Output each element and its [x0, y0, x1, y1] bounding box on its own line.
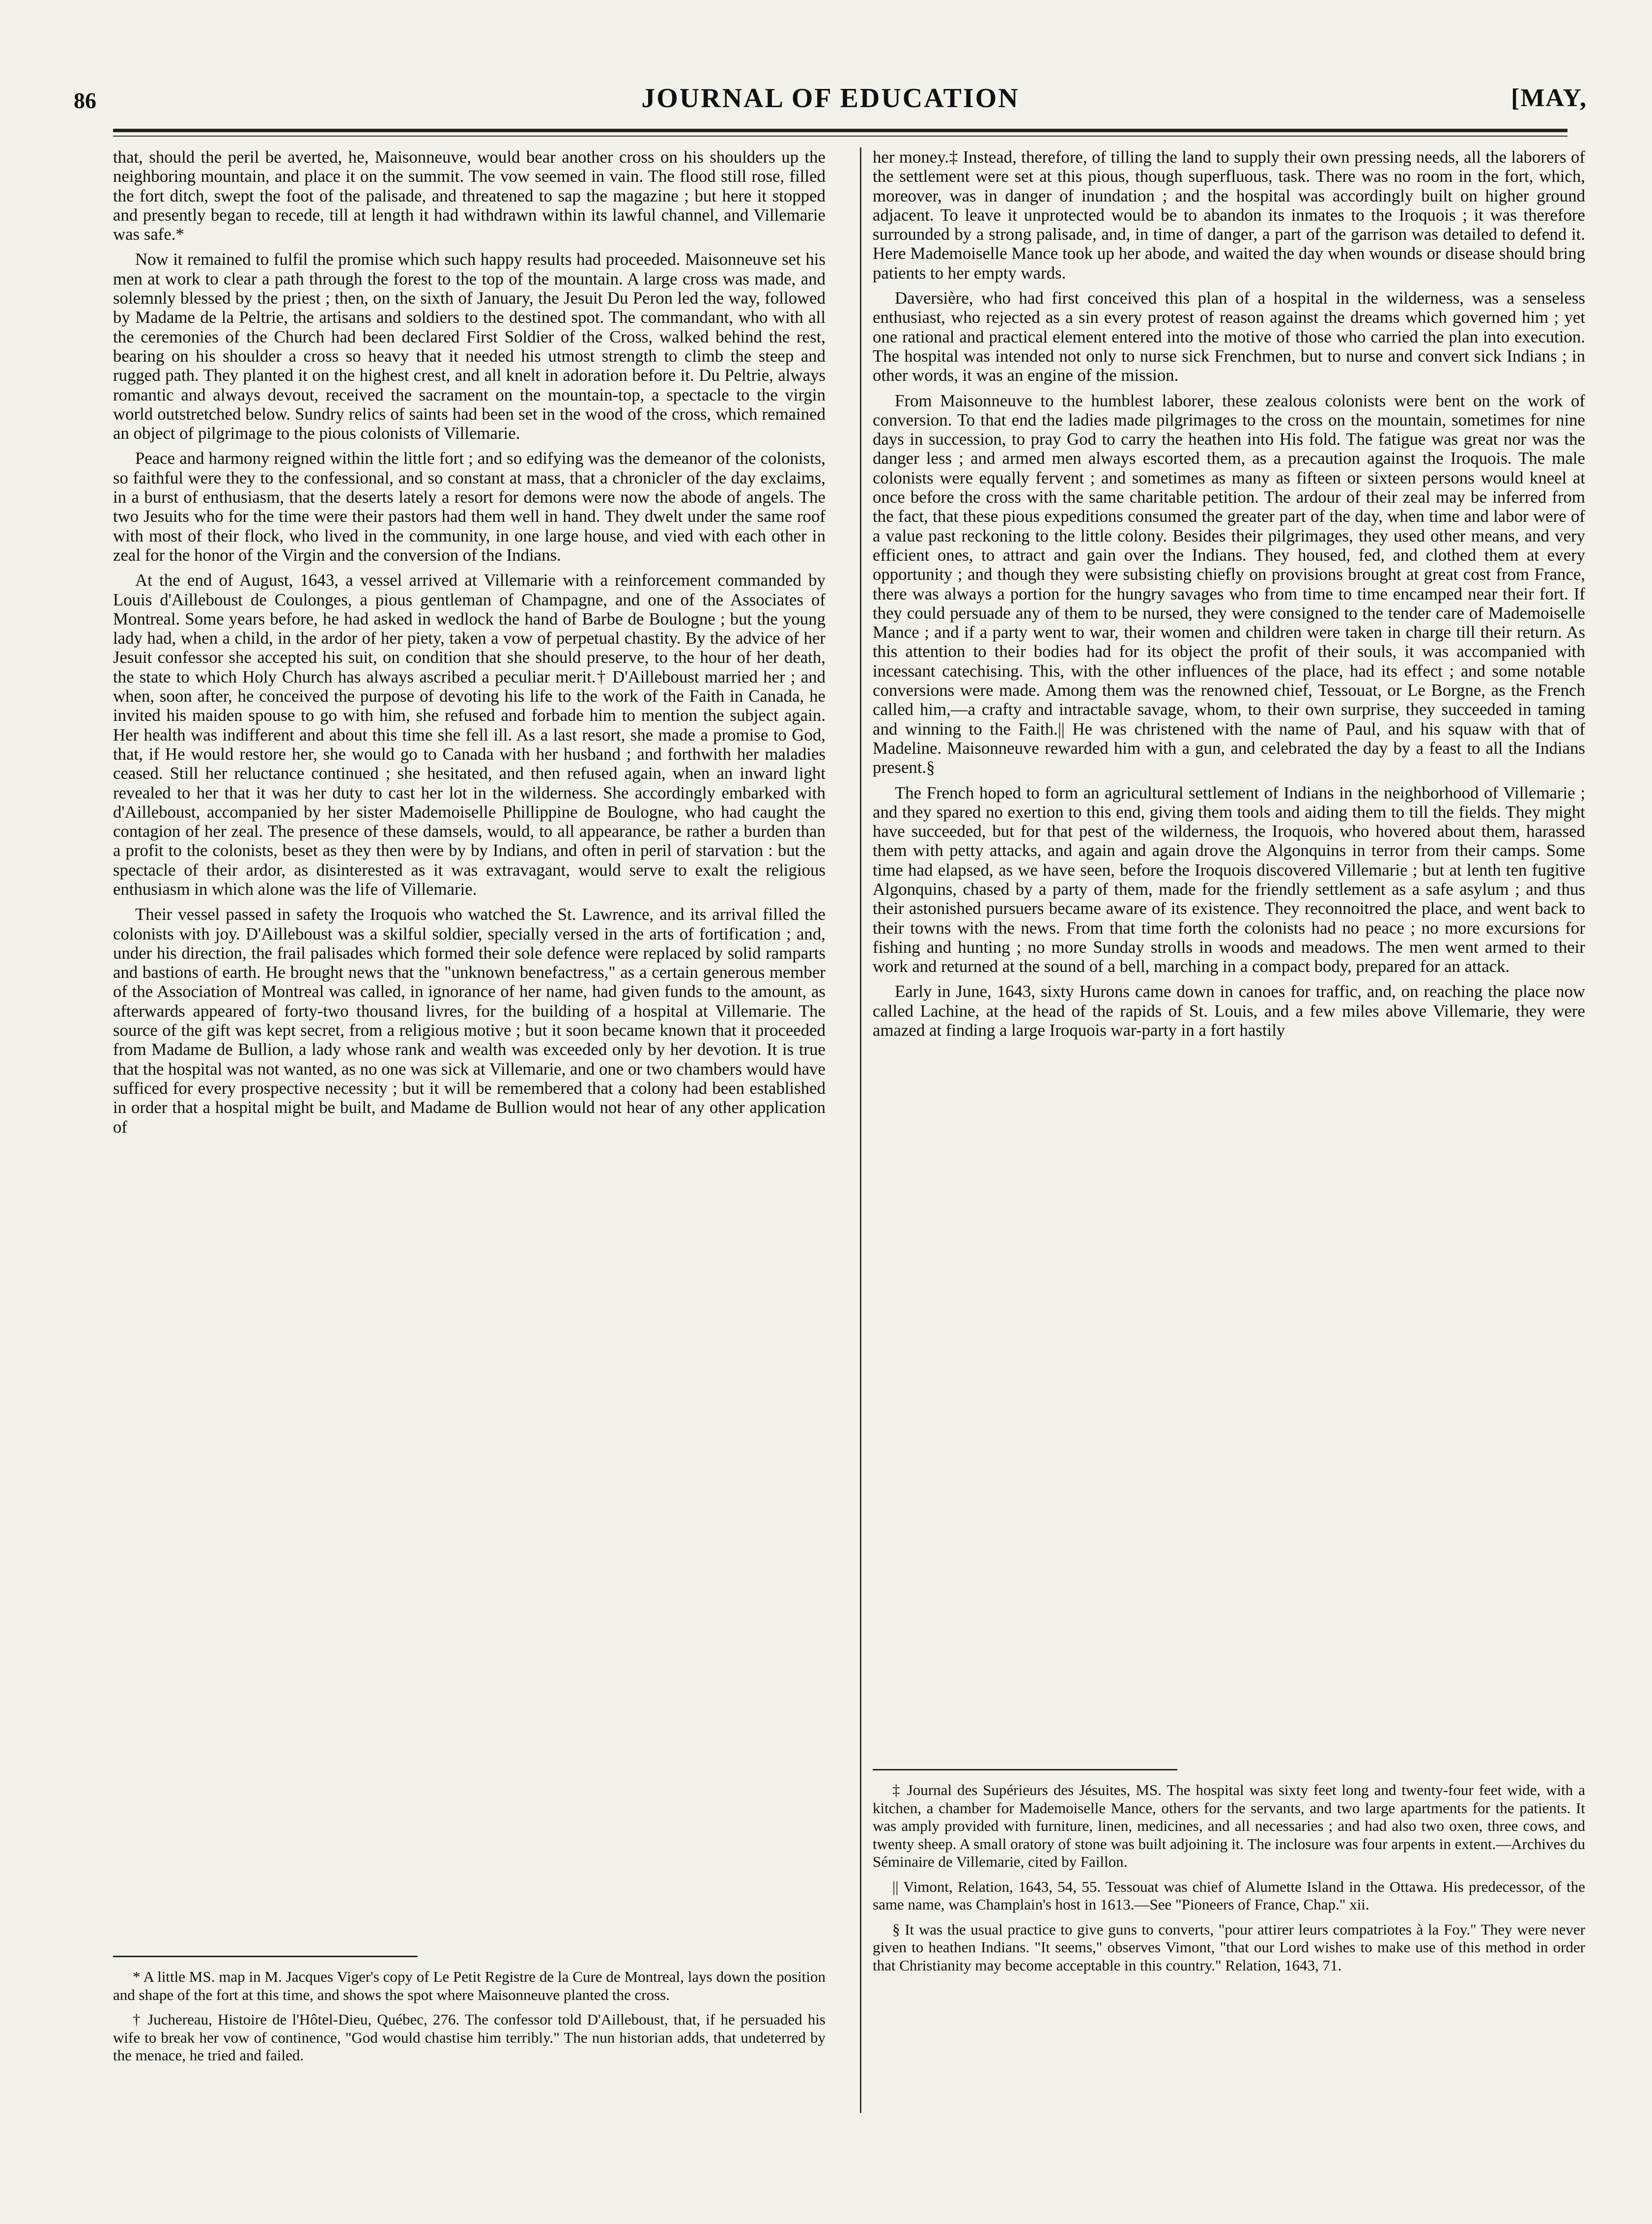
journal-title: JOURNAL OF EDUCATION	[641, 83, 1020, 114]
paragraph: The French hoped to form an agricultural settlement of Indians in the neighborhood of Villemarie ; and they spared no exertion to this end, giving them tools and aiding them to till the fields. They might have succeeded, but for that pest of the wilderness, the Iroquois, who hovered about them, harassed them with petty attacks, and again and again drove the Algonquins in terror from their camps. Some time had elapsed, as we have seen, before the Iroquois discovered Villemarie ; but at lenth ten fugitive Algonquins, chased by a party of them, made for the friendly settlement as a safe asylum ; and thus their astonished pursuers became aware of its existence. They reconnoitred the place, and went back to their towns with the news. From that time forth the colonists had no peace ; no more excursions for fishing and hunting ; no more Sunday strolls in woods and meadows. The men went armed to their work and returned at the sound of a bell, marching in a compact body, prepared for an attack.	[873, 783, 1585, 976]
paragraph: Daversière, who had first conceived this plan of a hospital in the wilderness, was a senseless enthusiast, who rejected as a sin every protest of reason against the dreams which governed him ; yet one rational and practical element entered into the motive of those who carried the plan into execution. The hospital was intended not only to nurse sick Frenchmen, but to nurse and convert sick Indians ; in other words, it was an engine of the mission.	[873, 288, 1585, 385]
footnote: ‡ Journal des Supérieurs des Jésuites, MS. The hospital was sixty feet long and twenty-four feet wide, with a kitchen, a chamber for Mademoiselle Mance, others for the servants, and two large apartments for the patients. It was amply provided with furniture, linen, medicines, and all necessaries ; and had also two oxen, three cows, and twenty sheep. A small oratory of stone was built adjoining it. The inclosure was four arpents in extent.—Archives du Séminaire de Villemarie, cited by Faillon.	[873, 1781, 1585, 1870]
paragraph: Early in June, 1643, sixty Hurons came down in canoes for traffic, and, on reaching the place now called Lachine, at the head of the rapids of St. Louis, and a few miles above Villemarie, they were amazed at finding a large Iroquois war-party in a fort hastily	[873, 982, 1585, 1040]
paragraph: Peace and harmony reigned within the little fort ; and so edifying was the demeanor of the colonists, so faithful were they to the confessional, and so constant at mass, that a chronicler of the day exclaims, in a burst of enthusiasm, that the deserts lately a resort for demons were now the abode of angels. The two Jesuits who for the time were their pastors had them well in hand. They dwelt under the same roof with most of their flock, who lived in the community, in one large house, and vied with each other in zeal for the honor of the Virgin and the conversion of the Indians.	[113, 449, 826, 565]
footnote: || Vimont, Relation, 1643, 54, 55. Tessouat was chief of Alumette Island in the Ottawa. His predecessor, of the same name, was Champlain's host in 1613.—See "Pioneers of France, Chap." xii.	[873, 1878, 1585, 1913]
paragraph: Their vessel passed in safety the Iroquois who watched the St. Lawrence, and its arrival filled the colonists with joy. D'Ailleboust was a skilful soldier, specially versed in the arts of fortification ; and, under his direction, the frail palisades which formed their sole defence were replaced by solid ramparts and bastions of earth. He brought news that the "unknown benefactress," as a certain generous member of the Association of Montreal was called, in ignorance of her name, had given funds to the amount, as afterwards appeared of forty-two thousand livres, for the building of a hospital at Villemarie. The source of the gift was kept secret, from a religious motive ; but it soon became known that it proceeded from Madame de Bullion, a lady whose rank and wealth was exceeded only by her devotion. It is true that the hospital was not wanted, as no one was sick at Villemarie, and one or two chambers would have sufficed for every prospective necessity ; but it will be remembered that a colony had been established in order that a hospital might be built, and Madame de Bullion would not hear of any other application of	[113, 905, 826, 1137]
left-column	[113, 147, 826, 1142]
header-rule-thick	[113, 129, 1567, 132]
paragraph: her money.‡ Instead, therefore, of tilling the land to supply their own pressing needs, all the laborers of the settlement were set at this pious, though superfluous, task. There was no room in the fort, which, moreover, was in danger of inundation ; and the hospital was accordingly built on higher ground adjacent. To leave it unprotected would be to abandon its inmates to the Iroquois ; it was therefore surrounded by a strong palisade, and, in time of danger, a part of the garrison was detailed to defend it. Here Mademoiselle Mance took up her abode, and waited the day when wounds or disease should bring patients to her empty wards.	[873, 147, 1585, 283]
footnote: § It was the usual practice to give guns to converts, "pour attirer leurs compatriotes à la Foy." They were never given to heathen Indians. "It seems," observes Vimont, "that our Lord wishes to make use of this method in order that Christianity may become acceptable in this country." Relation, 1643, 71.	[873, 1920, 1585, 1974]
month-label: [MAY,	[1511, 84, 1587, 112]
header-rule-thin	[113, 136, 1567, 137]
footnote-rule	[113, 1956, 418, 1957]
left-footnotes	[113, 1941, 826, 2072]
page-number: 86	[74, 88, 96, 113]
right-footnotes	[873, 1769, 1585, 1981]
paragraph: At the end of August, 1643, a vessel arrived at Villemarie with a reinforcement commanded by Louis d'Ailleboust de Coulonges, a pious gentleman of Champagne, and one of the Associates of Montreal. Some years before, he had asked in wedlock the hand of Barbe de Boulogne ; but the young lady had, when a child, in the ardor of her piety, taken a vow of perpetual chastity. By the advice of her Jesuit confessor she accepted his suit, on condition that she should preserve, to the hour of her death, the state to which Holy Church has always ascribed a peculiar merit.† D'Ailleboust married her ; and when, soon after, he conceived the purpose of devoting his life to the work of the Faith in Canada, he invited his maiden spouse to go with him, she refused and forbade him to mention the subject again. Her health was indifferent and about this time she fell ill. As a last resort, she made a promise to God, that, if He would restore her, she would go to Canada with her husband ; and forthwith her maladies ceased. Still her reluctance continued ; she hesitated, and then refused again, when an inward light revealed to her that it was her duty to cast her lot in the wilderness. She accordingly embarked with d'Ailleboust, accompanied by her sister Mademoiselle Phillippine de Boulogne, who had caught the contagion of her zeal. The presence of these damsels, would, to all appearance, be rather a burden than a profit to the colonists, beset as they then were by by Indians, and often in peril of starvation : but the spectacle of their ardor, as disinterested as it was extravagant, would serve to exalt the religious enthusiasm in which alone was the life of Villemarie.	[113, 570, 826, 899]
paragraph: that, should the peril be averted, he, Maisonneuve, would bear another cross on his shoulders up the neighboring mountain, and place it on the summit. The vow seemed in vain. The flood still rose, filled the fort ditch, swept the foot of the palisade, and threatened to sap the magazine ; but here it stopped and presently began to recede, till at length it had withdrawn within its lawful channel, and Villemarie was safe.*	[113, 147, 826, 244]
footnote-rule	[873, 1769, 1177, 1770]
right-column	[873, 147, 1585, 1046]
paragraph: Now it remained to fulfil the promise which such happy results had proceeded. Maisonneuve set his men at work to clear a path through the forest to the top of the mountain. A large cross was made, and solemnly blessed by the priest ; then, on the sixth of January, the Jesuit Du Peron led the way, followed by Madame de la Peltrie, the artisans and soldiers to the destined spot. The commandant, who with all the ceremonies of the Church had been declared First Soldier of the Cross, walked behind the rest, bearing on his shoulder a cross so heavy that it needed his utmost strength to climb the steep and rugged path. They planted it on the highest crest, and all knelt in adoration before it. Du Peltrie, always romantic and always devout, received the sacrament on the mountain-top, a spectacle to the virgin world outstretched below. Sundry relics of saints had been set in the wood of the cross, which remained an object of pilgrimage to the pious colonists of Villemarie.	[113, 250, 826, 443]
running-header	[74, 74, 1587, 123]
column-divider	[860, 147, 861, 2113]
paragraph: From Maisonneuve to the humblest laborer, these zealous colonists were bent on the work of conversion. To that end the ladies made pilgrimages to the cross on the mountain, sometimes for nine days in succession, to pray God to carry the heathen into His fold. The fatigue was great nor was the danger less ; and armed men always escorted them, as a precaution against the Iroquois. The male colonists were equally fervent ; and sometimes as many as fifteen or sixteen persons would kneel at once before the cross with the same charitable petition. The ardour of their zeal may be inferred from the fact, that these pious expeditions consumed the greater part of the day, when time and labor were of a value past reckoning to the little colony. Besides their pilgrimages, they used other means, and very efficient ones, to attract and gain over the Indians. They housed, fed, and clothed them at every opportunity ; and though they were subsisting chiefly on provisions brought at great cost from France, there was always a portion for the hungry savages who from time to time encamped near their fort. If they could persuade any of them to be nursed, they were consigned to the tender care of Mademoiselle Mance ; and if a party went to war, their women and children were taken in charge till their return. As this attention to their bodies had for its object the profit of their souls, it was accompanied with incessant catechising. This, with the other influences of the place, had its effect ; and some notable conversions were made. Among them was the renowned chief, Tessouat, or Le Borgne, as the French called him,—a crafty and intractable savage, whom, to their own surprise, they succeeded in taming and winning to the Faith.|| He was christened with the name of Paul, and his squaw with that of Madeline. Maisonneuve rewarded him with a gun, and celebrated the day by a feast to all the Indians present.§	[873, 391, 1585, 777]
footnote: * A little MS. map in M. Jacques Viger's copy of Le Petit Registre de la Cure de Montreal, lays down the position and shape of the fort at this time, and shows the spot where Maisonneuve planted the cross.	[113, 1968, 826, 2003]
footnote: † Juchereau, Histoire de l'Hôtel-Dieu, Québec, 276. The confessor told D'Ailleboust, that, if he persuaded his wife to break her vow of continence, "God would chastise him terribly." The nun historian adds, that undeterred by the menace, he tried and failed.	[113, 2011, 826, 2064]
